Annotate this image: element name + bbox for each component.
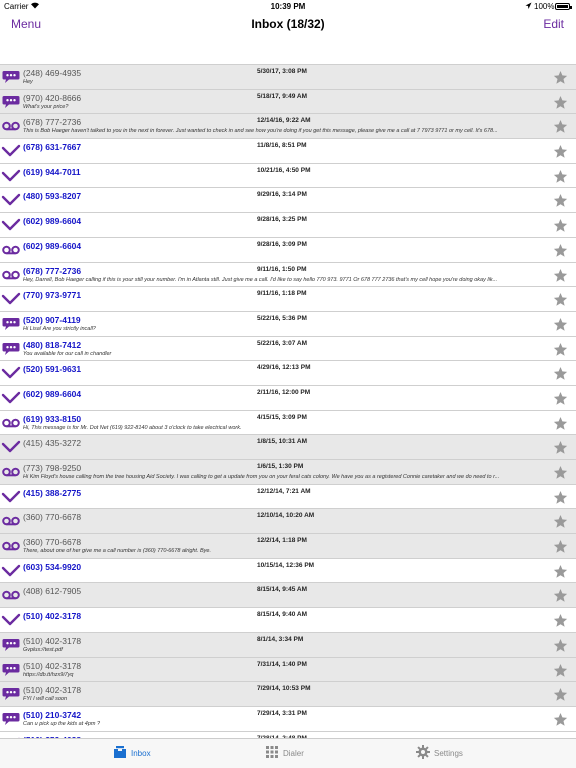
missed-call-icon [2, 144, 20, 158]
missed-call-icon [2, 218, 20, 232]
message-sender: (510) 210-3742 [23, 709, 82, 720]
message-row[interactable] [0, 164, 576, 189]
star-icon[interactable] [553, 218, 568, 233]
star-icon[interactable] [553, 70, 568, 85]
star-icon[interactable] [553, 539, 568, 554]
message-date: 12/12/14, 7:21 AM [257, 487, 311, 495]
message-row[interactable] [0, 559, 576, 584]
star-icon[interactable] [553, 119, 568, 134]
voicemail-icon [2, 119, 20, 133]
message-preview: Hi, This message is for Mr. Dot Net (619) 922-8140 about 3 o'clock to take electrical work. [23, 424, 242, 431]
message-sender: (248) 469-4935 [23, 68, 82, 78]
location-icon [525, 2, 532, 10]
gear-icon [416, 745, 430, 759]
message-row[interactable] [0, 361, 576, 386]
message-row[interactable] [0, 188, 576, 213]
message-preview: This is Bob Haeger haven't talked to you in the next in forever. Just wanted to check in and see how you're doing if you get this message, please give me a call at 7 7973 9771 or my cell. It's 678... [23, 128, 498, 135]
message-date: 9/28/16, 3:25 PM [257, 216, 307, 224]
message-date: 5/18/17, 9:49 AM [257, 92, 307, 100]
star-icon[interactable] [553, 366, 568, 381]
voicemail-icon [2, 539, 20, 553]
text-message-icon [2, 317, 20, 331]
message-row[interactable] [0, 485, 576, 510]
missed-call-icon [2, 292, 20, 306]
message-row[interactable] [0, 411, 576, 436]
message-preview: Hi Kim Floyd's house calling from the tree housing Aid Society. I was calling to get a update from you on your feral cats colony. We have you as a registered Connie caretaker and we do need to r... [23, 474, 500, 480]
text-message-icon [2, 342, 20, 356]
message-sender: (773) 798-9250 [23, 463, 82, 473]
star-icon[interactable] [553, 193, 568, 208]
tab-bar [0, 738, 576, 768]
missed-call-icon [2, 490, 20, 504]
message-row[interactable] [0, 287, 576, 312]
text-message-icon [2, 663, 20, 677]
message-row[interactable] [0, 509, 576, 534]
message-row[interactable] [0, 682, 576, 707]
message-row[interactable] [0, 534, 576, 559]
status-time: 10:39 PM [270, 2, 306, 11]
message-row[interactable] [0, 583, 576, 608]
message-date: 1/8/15, 10:31 AM [257, 438, 307, 446]
message-sender: (510) 402-3178 [23, 611, 82, 622]
star-icon[interactable] [553, 564, 568, 579]
star-icon[interactable] [553, 490, 568, 505]
message-sender: (602) 989-6604 [23, 388, 82, 399]
message-row[interactable] [0, 238, 576, 263]
voicemail-icon [2, 465, 20, 479]
star-icon[interactable] [553, 144, 568, 159]
message-preview: Gvplus://test.pdf [23, 646, 63, 653]
message-row[interactable] [0, 213, 576, 238]
message-sender: (510) 402-3178 [23, 660, 82, 671]
page-title: Inbox (18/32) [251, 17, 325, 31]
message-row[interactable] [0, 386, 576, 411]
star-icon[interactable] [553, 638, 568, 653]
voicemail-icon [2, 588, 20, 602]
missed-call-icon [2, 613, 20, 627]
message-date: 9/29/16, 3:14 PM [257, 191, 307, 199]
message-date: 7/29/14, 10:53 PM [257, 685, 311, 693]
message-preview: There, about one of her give me a call number is (360) 770-6678 alright. Bye. [23, 548, 212, 555]
star-icon[interactable] [553, 342, 568, 357]
message-date: 10/21/16, 4:50 PM [257, 166, 311, 174]
star-icon[interactable] [553, 416, 568, 431]
battery-percent: 100% [534, 2, 555, 11]
star-icon[interactable] [553, 514, 568, 529]
message-list[interactable] [0, 64, 576, 738]
missed-call-icon [2, 391, 20, 405]
message-date: 1/6/15, 1:30 PM [257, 463, 304, 470]
message-sender: (510) 402-3178 [23, 685, 82, 696]
carrier-label: Carrier [4, 2, 29, 11]
star-icon[interactable] [553, 687, 568, 702]
missed-call-icon [2, 440, 20, 454]
message-sender: (678) 777-2736 [23, 117, 82, 128]
message-row[interactable] [0, 608, 576, 633]
message-row[interactable] [0, 460, 576, 485]
message-preview: https://db.tt/hzx9i7yq [23, 671, 74, 678]
star-icon[interactable] [553, 465, 568, 480]
message-row[interactable] [0, 90, 576, 115]
star-icon[interactable] [553, 613, 568, 628]
message-date: 5/22/16, 5:36 PM [257, 314, 307, 322]
message-preview: Hey, Darrell, Bob Haeger calling if this is your still your number. I'm in Atlanta still. Just give me a call. I'd like to say hello 770 973. 9771 Or 678 777 2736 that's my cell hope you're doing okay lik... [23, 276, 498, 283]
message-date: 8/1/14, 3:34 PM [257, 635, 304, 643]
text-message-icon [2, 95, 20, 109]
star-icon[interactable] [553, 317, 568, 332]
star-icon[interactable] [553, 391, 568, 406]
message-row[interactable] [0, 658, 576, 683]
message-date: 7/31/14, 1:40 PM [257, 660, 307, 668]
message-date: 9/11/16, 1:18 PM [257, 290, 307, 298]
message-sender: (619) 944-7011 [23, 166, 81, 177]
tab-dialer-label: Dialer [283, 749, 304, 758]
message-sender: (619) 933-8150 [23, 413, 82, 424]
nav-bar [0, 12, 576, 62]
message-sender: (678) 777-2736 [23, 265, 82, 276]
missed-call-icon [2, 169, 20, 183]
tab-settings[interactable] [416, 745, 486, 765]
message-date: 8/15/14, 9:45 AM [257, 586, 307, 594]
message-sender: (970) 420-8666 [23, 92, 82, 103]
message-preview: Hey [23, 79, 33, 85]
message-date: 8/15/14, 9:40 AM [257, 611, 307, 619]
missed-call-icon [2, 366, 20, 380]
voicemail-icon [2, 514, 20, 528]
message-date: 5/30/17, 3:08 PM [257, 68, 307, 75]
message-sender: (360) 770-6678 [23, 537, 82, 548]
message-sender: (408) 612-7905 [23, 586, 82, 597]
message-row[interactable] [0, 114, 576, 139]
message-sender: (602) 989-6604 [23, 240, 82, 251]
star-icon[interactable] [553, 95, 568, 110]
status-bar [0, 0, 576, 12]
message-row[interactable] [0, 312, 576, 337]
message-sender: (415) 435-3272 [23, 438, 82, 449]
star-icon[interactable] [553, 268, 568, 283]
star-icon[interactable] [553, 588, 568, 603]
message-sender: (480) 818-7412 [23, 339, 82, 350]
message-sender: (360) 770-6678 [23, 512, 82, 523]
message-date: 9/11/16, 1:50 PM [257, 265, 307, 273]
star-icon[interactable] [553, 243, 568, 258]
message-date: 7/29/14, 3:31 PM [257, 709, 307, 717]
message-date: 11/8/16, 8:51 PM [257, 142, 307, 150]
message-row[interactable] [0, 435, 576, 460]
message-date: 4/15/15, 3:09 PM [257, 413, 307, 421]
message-row[interactable] [0, 65, 576, 90]
text-message-icon [2, 638, 20, 652]
missed-call-icon [2, 193, 20, 207]
message-preview: What's your price? [23, 103, 69, 110]
message-sender: (520) 591-9631 [23, 364, 82, 375]
tab-settings-label: Settings [434, 749, 463, 758]
message-date: 2/11/16, 12:00 PM [257, 388, 311, 396]
voicemail-icon [2, 416, 20, 430]
star-icon[interactable] [553, 440, 568, 455]
message-date: 12/2/14, 1:18 PM [257, 537, 307, 545]
message-sender: (510) 402-3178 [23, 635, 82, 646]
message-sender: (603) 534-9920 [23, 561, 82, 572]
message-sender: (520) 907-4119 [23, 314, 81, 325]
message-preview: FYI I will call soon [23, 696, 68, 703]
dialpad-icon [265, 745, 279, 759]
text-message-icon [2, 70, 20, 84]
tab-inbox[interactable] [113, 745, 173, 765]
text-message-icon [2, 687, 20, 701]
message-sender: (480) 593-8207 [23, 191, 82, 202]
menu-button[interactable]: Menu [11, 17, 42, 31]
message-date: 4/29/16, 12:13 PM [257, 364, 311, 372]
message-date: 5/22/16, 3:07 AM [257, 339, 307, 347]
message-row[interactable] [0, 633, 576, 658]
tab-dialer[interactable] [265, 745, 325, 765]
message-sender: (770) 973-9771 [23, 290, 82, 301]
star-icon[interactable] [553, 663, 568, 678]
message-sender: (415) 388-2775 [23, 487, 82, 498]
star-icon[interactable] [553, 169, 568, 184]
message-preview: Hi Lisa! Are you strictly incall? [23, 325, 96, 332]
message-row[interactable] [0, 139, 576, 164]
voicemail-icon [2, 268, 20, 282]
message-row[interactable] [0, 263, 576, 288]
star-icon[interactable] [553, 292, 568, 307]
tab-inbox-label: Inbox [131, 749, 151, 758]
inbox-icon [113, 745, 127, 759]
voicemail-icon [2, 243, 20, 257]
message-date: 12/10/14, 10:20 AM [257, 512, 315, 520]
message-date: 10/15/14, 12:36 PM [257, 561, 315, 569]
battery-icon [555, 3, 570, 10]
star-icon[interactable] [553, 712, 568, 727]
message-sender: (602) 989-6604 [23, 216, 82, 227]
message-preview: You available for our call in chandler [23, 350, 112, 357]
missed-call-icon [2, 564, 20, 578]
message-date: 12/14/16, 9:22 AM [257, 117, 311, 125]
message-preview: Can u pick up the kids at 4pm ? [23, 720, 101, 727]
message-sender: (678) 631-7667 [23, 142, 82, 153]
message-row[interactable] [0, 707, 576, 732]
message-row[interactable] [0, 337, 576, 362]
edit-button[interactable]: Edit [543, 17, 564, 31]
message-date: 9/28/16, 3:09 PM [257, 240, 307, 248]
text-message-icon [2, 712, 20, 726]
